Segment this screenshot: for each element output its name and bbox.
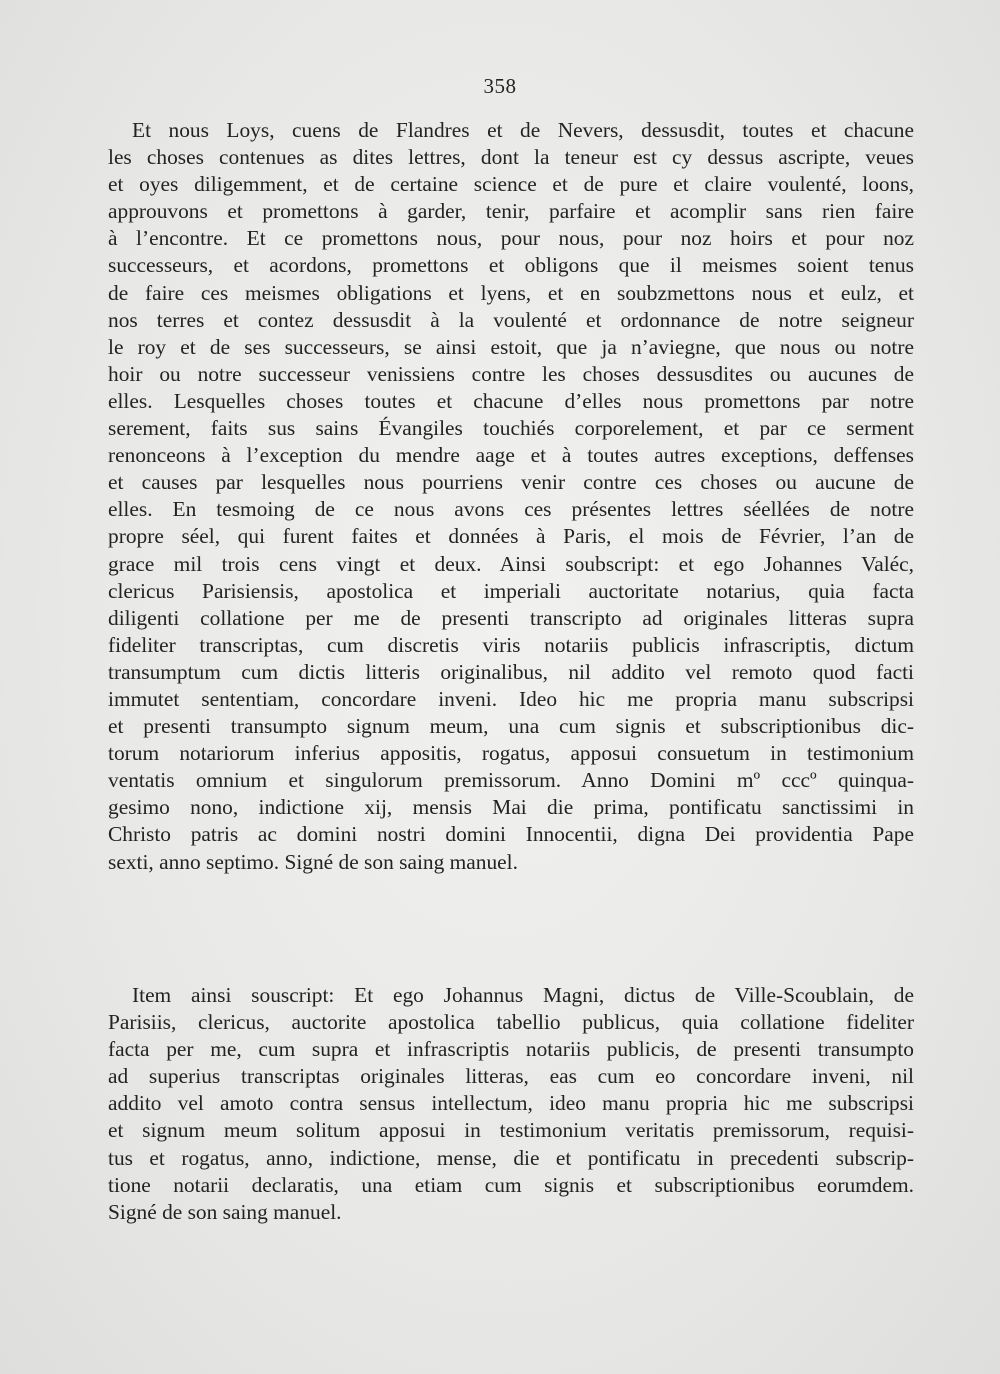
text-line: elles. En tesmoing de ce nous avons ces présentes lettres séellées de notre xyxy=(108,497,914,522)
text-line: les choses contenues as dites lettres, dont la teneur est cy dessus ascripte, veues xyxy=(108,145,914,170)
text-line: de faire ces meismes obligations et lyens, et en soubzmettons nous et eulz, et xyxy=(108,280,914,305)
text-line: sexti, anno septimo. Signé de son saing manuel. xyxy=(108,849,518,874)
text-line: Parisiis, clericus, auctorite apostolica tabellio publicus, quia collatione fideliter xyxy=(108,1010,914,1035)
text-line: serement, faits sus sains Évangiles touchiés corporelement, et par ce serment xyxy=(108,416,914,441)
text-line: tus et rogatus, anno, indictione, mense, die et pontificatu in precedenti subscrip- xyxy=(108,1145,914,1170)
text-line: et oyes diligemment, et de certaine science et de pure et claire voulenté, loons, xyxy=(108,172,914,197)
text-line: grace mil trois cens vingt et deux. Ainsi soubscript: et ego Johannes Valéc, xyxy=(108,551,914,576)
text-line: Et nous Loys, cuens de Flandres et de Nevers, dessusdit, toutes et chacune xyxy=(132,118,914,142)
text-line: ad superius transcriptas originales litteras, eas cum eo concordare inveni, nil xyxy=(108,1064,914,1089)
text-line: renonceons à l’exception du mendre aage et à toutes autres exceptions, deffenses xyxy=(108,443,914,468)
text-line: hoir ou notre successeur venissiens contre les choses dessusdites ou aucunes de xyxy=(108,361,914,386)
text-line: diligenti collatione per me de presenti transcripto ad originales litteras supra xyxy=(108,605,914,630)
text-line: addito vel amoto contra sensus intellectum, ideo manu propria hic me subscripsi xyxy=(108,1091,914,1116)
text-line: fideliter transcriptas, cum discretis viris notariis publicis infrascriptis, dictum xyxy=(108,632,914,657)
text-line: transumptum cum dictis litteris originalibus, nil addito vel remoto quod facti xyxy=(108,659,914,684)
text-line: elles. Lesquelles choses toutes et chacune d’elles nous promettons par notre xyxy=(108,388,914,413)
text-line: nos terres et contez dessusdit à la voulenté et ordonnance de notre seigneur xyxy=(108,307,914,332)
text-line: propre séel, qui furent faites et données à Paris, el mois de Février, l’an de xyxy=(108,524,914,549)
text-line: tione notarii declaratis, una etiam cum signis et subscriptionibus eorumdem. xyxy=(108,1172,914,1197)
text-line: torum notariorum inferius appositis, rogatus, apposui consuetum in testimonium xyxy=(108,741,914,766)
text-line: approuvons et promettons à garder, tenir, parfaire et acomplir sans rien faire xyxy=(108,199,914,224)
text-line: Item ainsi souscript: Et ego Johannus Magni, dictus de Ville-Scoublain, de xyxy=(132,983,914,1007)
text-line: successeurs, et acordons, promettons et obligons que il meismes soient tenus xyxy=(108,253,914,278)
text-line: immutet sententiam, concordare inveni. Ideo hic me propria manu subscripsi xyxy=(108,686,914,711)
text-line: facta per me, cum supra et infrascriptis notariis publicis, de presenti transumpto xyxy=(108,1037,914,1062)
text-line: gesimo nono, indictione xij, mensis Mai die prima, pontificatu sanctissimi in xyxy=(108,795,914,820)
text-line: clericus Parisiensis, apostolica et imperiali auctoritate notarius, quia facta xyxy=(108,578,914,603)
page-number: 358 xyxy=(483,74,517,98)
text-line: à l’encontre. Et ce promettons nous, pour nous, pour noz hoirs et pour noz xyxy=(108,226,914,251)
text-line: Christo patris ac domini nostri domini Innocentii, digna Dei providentia Pape xyxy=(108,822,914,847)
paragraph-2 xyxy=(108,982,914,1226)
text-line: et presenti transumpto signum meum, una cum signis et subscriptionibus dic- xyxy=(108,714,914,739)
text-line: et signum meum solitum apposui in testimonium veritatis premissorum, requisi- xyxy=(108,1118,914,1143)
paragraph-1 xyxy=(108,117,914,876)
text-line: le roy et de ses successeurs, se ainsi estoit, que ja n’aviegne, que nous ou notre xyxy=(108,334,914,359)
text-line: Signé de son saing manuel. xyxy=(108,1199,342,1224)
text-line: ventatis omnium et singulorum premissorum. Anno Domini mº cccº quinqua- xyxy=(108,768,914,793)
text-line: et causes par lesquelles nous pourriens venir contre ces choses ou aucune de xyxy=(108,470,914,495)
